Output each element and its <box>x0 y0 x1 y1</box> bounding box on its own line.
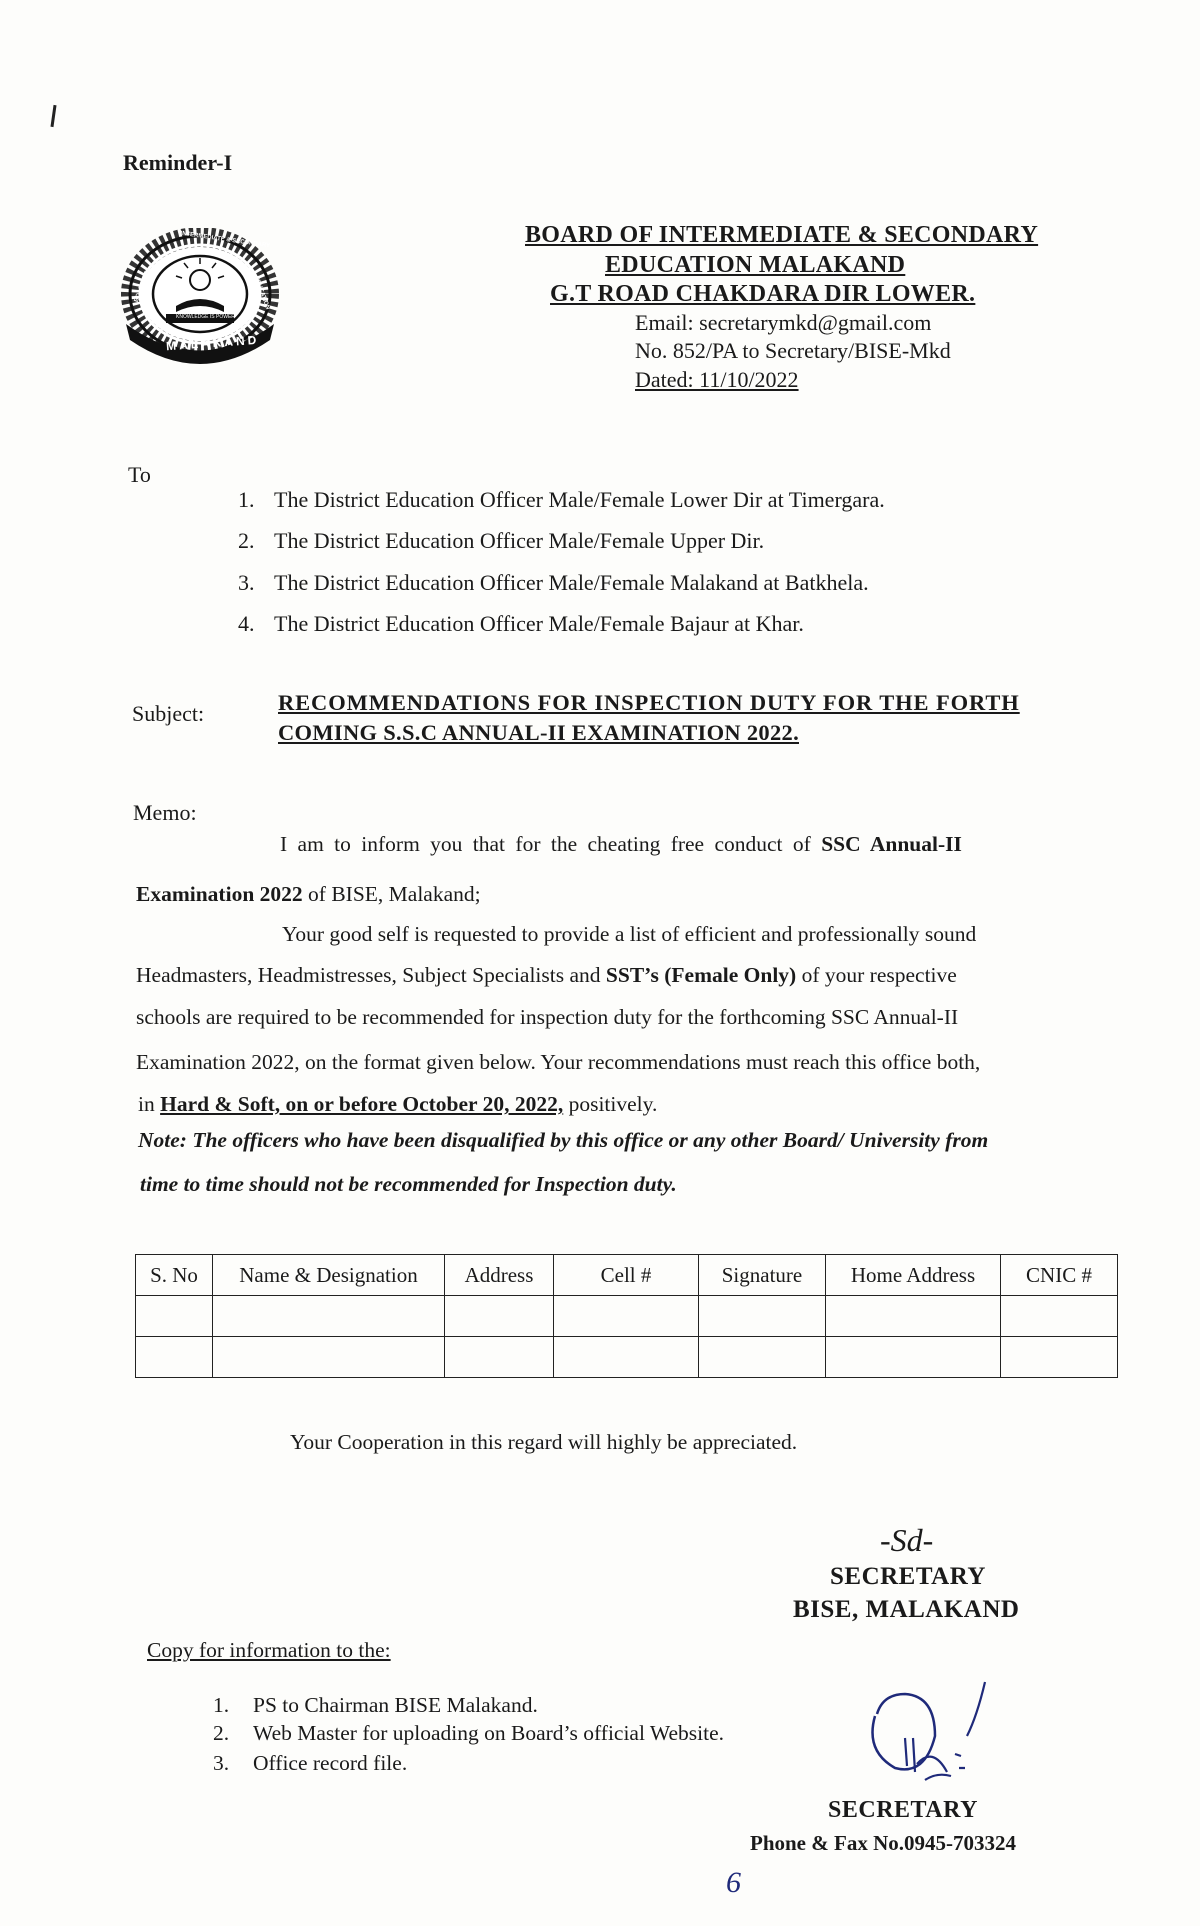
closing-line: Your Cooperation in this regard will highly be appreciated. <box>290 1430 798 1454</box>
subject-line-1: RECOMMENDATIONS FOR INSPECTION DUTY FOR THE FORTH <box>278 690 1020 715</box>
copy-label: Copy for information to the: <box>147 1638 391 1662</box>
subject-line-2: COMING S.S.C ANNUAL-II EXAMINATION 2022. <box>278 720 799 745</box>
column-header: Cell # <box>554 1255 699 1296</box>
column-header: Home Address <box>826 1255 1001 1296</box>
memo-note-line-1: Note: The officers who have been disqualified by this office or any other Board/ University from <box>138 1128 989 1152</box>
to-label: To <box>128 462 151 487</box>
column-header: CNIC # <box>1001 1255 1118 1296</box>
column-header: Name & Designation <box>213 1255 445 1296</box>
header-line-3: G.T ROAD CHAKDARA DIR LOWER. <box>550 281 976 307</box>
handwritten-signature-icon <box>855 1676 1015 1816</box>
list-item: 4. The District Education Officer Male/Female Bajaur at Khar. <box>238 611 804 636</box>
memo-paragraph-2-line-4: Examination 2022, on the format given below. Your recommendations must reach this office both, <box>136 1050 981 1074</box>
table-cell <box>826 1337 1001 1378</box>
list-item: 3. Office record file. <box>213 1751 408 1775</box>
handwritten-page-mark: 6 <box>726 1866 741 1899</box>
memo-paragraph-1-line-2: Examination 2022 of BISE, Malakand; <box>136 882 481 906</box>
logo-ring-left-text: BOARD OF <box>133 270 151 304</box>
header-line-2: EDUCATION MALAKAND <box>605 252 906 278</box>
reminder-label: Reminder-I <box>123 150 233 175</box>
list-item: 2. Web Master for uploading on Board’s official Website. <box>213 1721 725 1745</box>
phone-fax-number: Phone & Fax No.0945-703324 <box>750 1831 1016 1855</box>
memo-note-line-2: time to time should not be recommended for Inspection duty. <box>140 1172 677 1196</box>
sd-mark: -Sd- <box>880 1522 934 1558</box>
signature-1-title: SECRETARY <box>830 1563 986 1590</box>
subject-label: Subject: <box>132 701 205 726</box>
logo-ring-top-text: INTERMEDIATE & SECONDARY <box>180 230 271 250</box>
memo-paragraph-1-line-1: I am to inform you that for the cheating free conduct of SSC Annual-II <box>280 832 962 856</box>
memo-paragraph-2-line-2: Headmasters, Headmistresses, Subject Specialists and SST’s (Female Only) of your respective <box>136 963 957 987</box>
header-letter-number: No. 852/PA to Secretary/BISE-Mkd <box>635 338 951 363</box>
memo-paragraph-2-line-3: schools are required to be recommended for inspection duty for the forthcoming SSC Annual-II <box>136 1005 959 1029</box>
column-header: Address <box>445 1255 554 1296</box>
table-cell <box>1001 1296 1118 1337</box>
logo-bottom-text: MALAKAND <box>165 332 260 354</box>
memo-paragraph-2-line-5: in Hard & Soft, on or before October 20, 2022, positively. <box>138 1092 658 1116</box>
margin-mark <box>50 105 56 127</box>
table-cell <box>136 1296 213 1337</box>
list-item: 3. The District Education Officer Male/Female Malakand at Batkhela. <box>238 570 869 595</box>
signature-1-org: BISE, MALAKAND <box>793 1596 1020 1623</box>
memo-label: Memo: <box>133 800 197 825</box>
header-email: Email: secretarymkd@gmail.com <box>635 310 932 335</box>
list-item: 2. The District Education Officer Male/Female Upper Dir. <box>238 528 765 553</box>
list-item: 1. The District Education Officer Male/Female Lower Dir at Timergara. <box>238 487 885 512</box>
header-date: Dated: 11/10/2022 <box>635 367 799 392</box>
list-item: 1. PS to Chairman BISE Malakand. <box>213 1693 538 1717</box>
logo-ring-right-text: EDUCATION <box>252 275 271 311</box>
memo-paragraph-2-line-1: Your good self is requested to provide a list of efficient and professionally sound <box>282 922 977 946</box>
column-header: S. No <box>136 1255 213 1296</box>
copy-list <box>213 0 833 1926</box>
table-cell <box>136 1337 213 1378</box>
column-header: Signature <box>699 1255 826 1296</box>
header-line-1: BOARD OF INTERMEDIATE & SECONDARY <box>525 222 1039 248</box>
logo-ribbon-text: KNOWLEDGE IS POWER <box>176 314 235 320</box>
table-cell <box>826 1296 1001 1337</box>
signature-2-title: SECRETARY <box>828 1797 978 1823</box>
table-cell <box>1001 1337 1118 1378</box>
